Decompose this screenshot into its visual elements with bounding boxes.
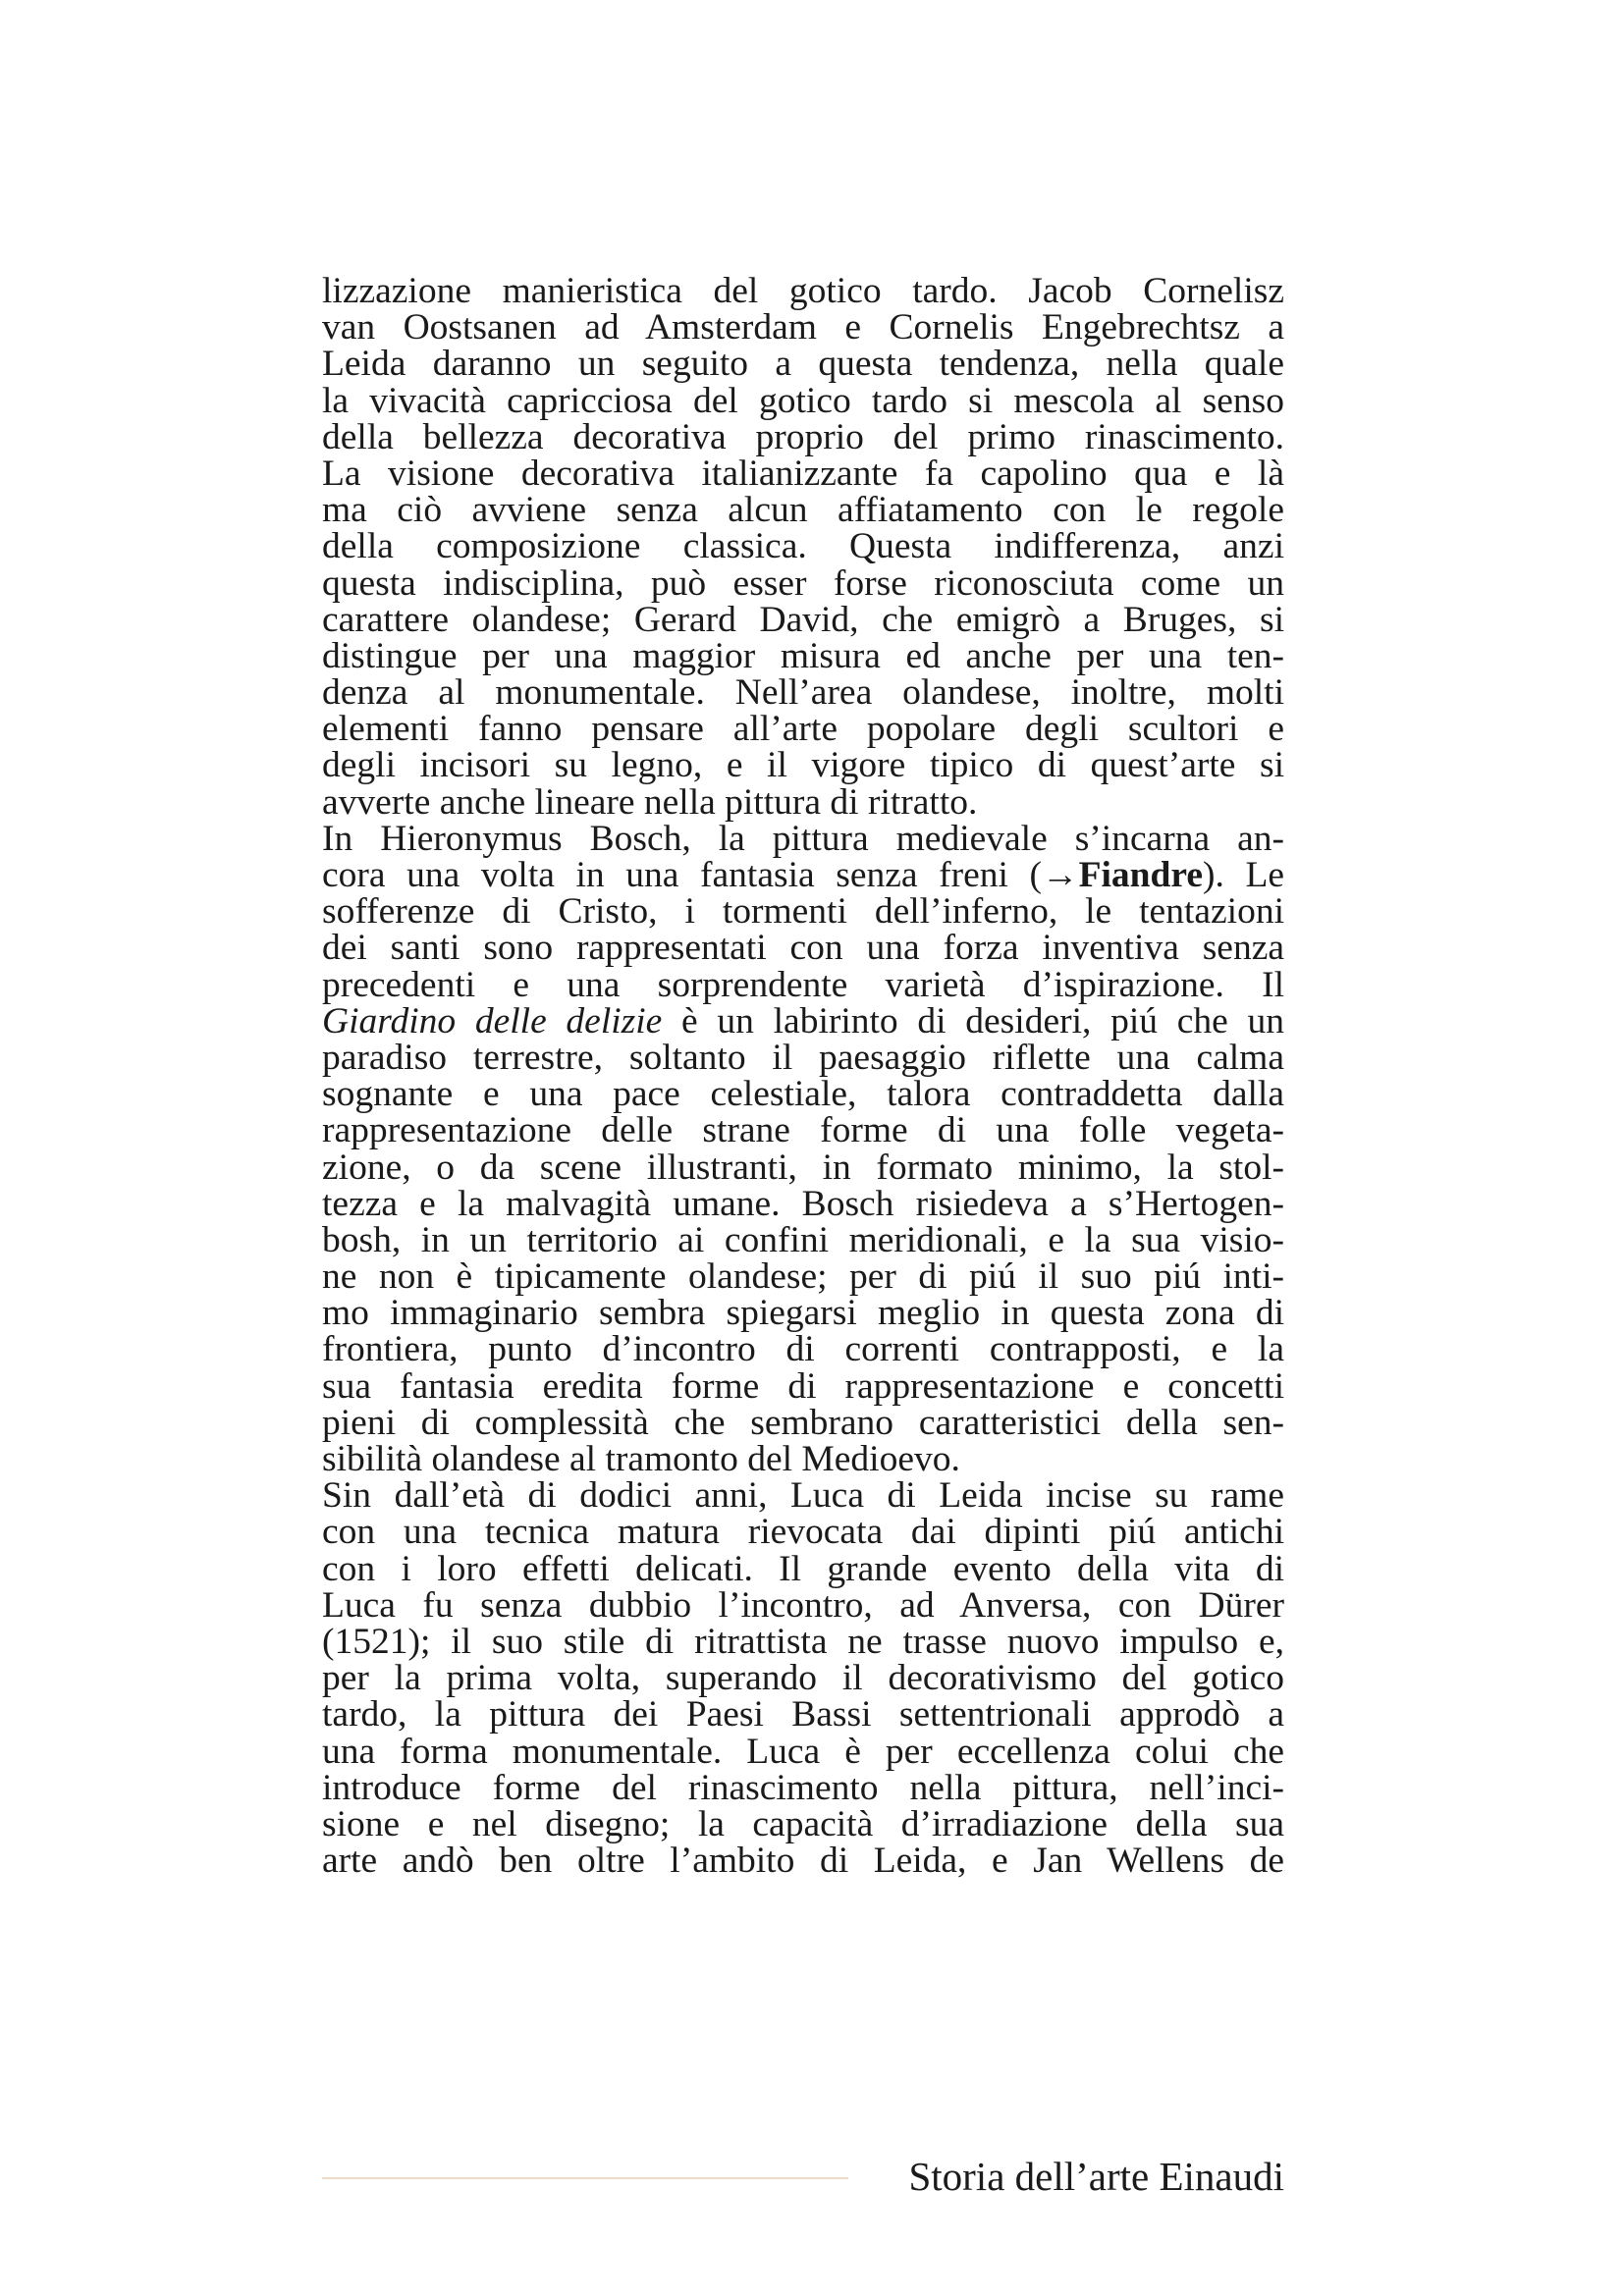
text-line: paradiso terrestre, soltanto il paesaggio riflette una calma bbox=[322, 1037, 1284, 1078]
text-line: della bellezza decorativa proprio del primo rinascimento. bbox=[322, 416, 1284, 457]
text-line: pieni di complessità che sembrano caratteristici della sen- bbox=[322, 1402, 1284, 1443]
cross-reference-link[interactable]: →Fiandre bbox=[1042, 855, 1203, 895]
text-line: In Hieronymus Bosch, la pittura medievale s’incarna an- bbox=[322, 818, 1284, 859]
text-line: per la prima volta, superando il decorativismo del gotico bbox=[322, 1658, 1284, 1699]
text-line: Luca fu senza dubbio l’incontro, ad Anversa, con Dürer bbox=[322, 1584, 1284, 1626]
text-line: sibilità olandese al tramonto del Medioevo. bbox=[322, 1439, 960, 1479]
text-line: sua fantasia eredita forme di rappresentazione e concetti bbox=[322, 1365, 1284, 1407]
text-line bbox=[322, 1000, 1284, 1041]
text-line: della composizione classica. Questa indifferenza, anzi bbox=[322, 526, 1284, 567]
text-line: sognante e una pace celestiale, talora contraddetta dalla bbox=[322, 1074, 1284, 1115]
text-line: elementi fanno pensare all’arte popolare degli scultori e bbox=[322, 709, 1284, 750]
text-line: (1521); il suo stile di ritrattista ne trasse nuovo impulso e, bbox=[322, 1621, 1284, 1662]
text-line: bosh, in un territorio ai confini meridionali, e la sua visio- bbox=[322, 1219, 1284, 1260]
text-line: con i loro effetti delicati. Il grande evento della vita di bbox=[322, 1548, 1284, 1589]
text-line: distingue per una maggior misura ed anche per una ten- bbox=[322, 635, 1284, 676]
text-line: sofferenze di Cristo, i tormenti dell’inferno, le tentazioni bbox=[322, 891, 1284, 933]
text-line: sione e nel disegno; la capacità d’irradiazione della sua bbox=[322, 1803, 1284, 1844]
text-line: frontiera, punto d’incontro di correnti contrapposti, e la bbox=[322, 1329, 1284, 1370]
text-line: mo immaginario sembra spiegarsi meglio in questa zona di bbox=[322, 1293, 1284, 1334]
text-line: con una tecnica matura rievocata dai dipinti piú antichi bbox=[322, 1512, 1284, 1553]
text-line bbox=[322, 857, 1284, 893]
text-run: cora una volta in una fantasia senza freni ( bbox=[322, 855, 1043, 895]
text-line: La visione decorativa italianizzante fa capolino qua e là bbox=[322, 453, 1284, 494]
text-line: degli incisori su legno, e il vigore tipico di quest’arte si bbox=[322, 745, 1284, 786]
artwork-title: Giardino delle delizie bbox=[322, 1000, 663, 1041]
text-line: lizzazione manieristica del gotico tardo. Jacob Cornelisz bbox=[322, 271, 1284, 311]
body-text bbox=[322, 271, 1284, 1882]
text-line: la vivacità capricciosa del gotico tardo si mescola al senso bbox=[322, 380, 1284, 421]
text-line: Leida daranno un seguito a questa tendenza, nella quale bbox=[322, 344, 1284, 385]
text-line: van Oostsanen ad Amsterdam e Cornelis Engebrechtsz a bbox=[322, 307, 1284, 348]
text-line: denza al monumentale. Nell’area olandese, inoltre, molti bbox=[322, 672, 1284, 714]
text-line: zione, o da scene illustranti, in formato minimo, la stol- bbox=[322, 1147, 1284, 1188]
text-line: dei santi sono rappresentati con una forza inventiva senza bbox=[322, 928, 1284, 969]
text-line: una forma monumentale. Luca è per eccellenza colui che bbox=[322, 1731, 1284, 1772]
text-line: avverte anche lineare nella pittura di ritratto. bbox=[322, 781, 978, 823]
text-line: carattere olandese; Gerard David, che emigrò a Bruges, si bbox=[322, 599, 1284, 640]
text-line: precedenti e una sorprendente varietà d’ispirazione. Il bbox=[322, 964, 1284, 1005]
text-line: rappresentazione delle strane forme di una folle vegeta- bbox=[322, 1110, 1284, 1151]
text-run: ). Le bbox=[1202, 855, 1284, 895]
text-line: introduce forme del rinascimento nella pittura, nell’inci- bbox=[322, 1767, 1284, 1808]
text-line: questa indisciplina, può esser forse riconosciuta come un bbox=[322, 562, 1284, 604]
text-line: Sin dall’età di dodici anni, Luca di Leida incise su rame bbox=[322, 1475, 1284, 1517]
text-line: ma ciò avviene senza alcun affiatamento con le regole bbox=[322, 490, 1284, 531]
text-run: è un labirinto di desideri, piú che un bbox=[662, 1000, 1284, 1041]
footer-title: Storia dell’arte Einaudi bbox=[908, 2154, 1284, 2199]
footer-rule bbox=[322, 2177, 848, 2179]
text-line: ne non è tipicamente olandese; per di piú il suo piú inti- bbox=[322, 1256, 1284, 1298]
text-line: arte andò ben oltre l’ambito di Leida, e Jan Wellens de bbox=[322, 1841, 1284, 1882]
text-line: tardo, la pittura dei Paesi Bassi settentrionali approdò a bbox=[322, 1694, 1284, 1735]
text-line: tezza e la malvagità umane. Bosch risiedeva a s’Hertogen- bbox=[322, 1183, 1284, 1224]
